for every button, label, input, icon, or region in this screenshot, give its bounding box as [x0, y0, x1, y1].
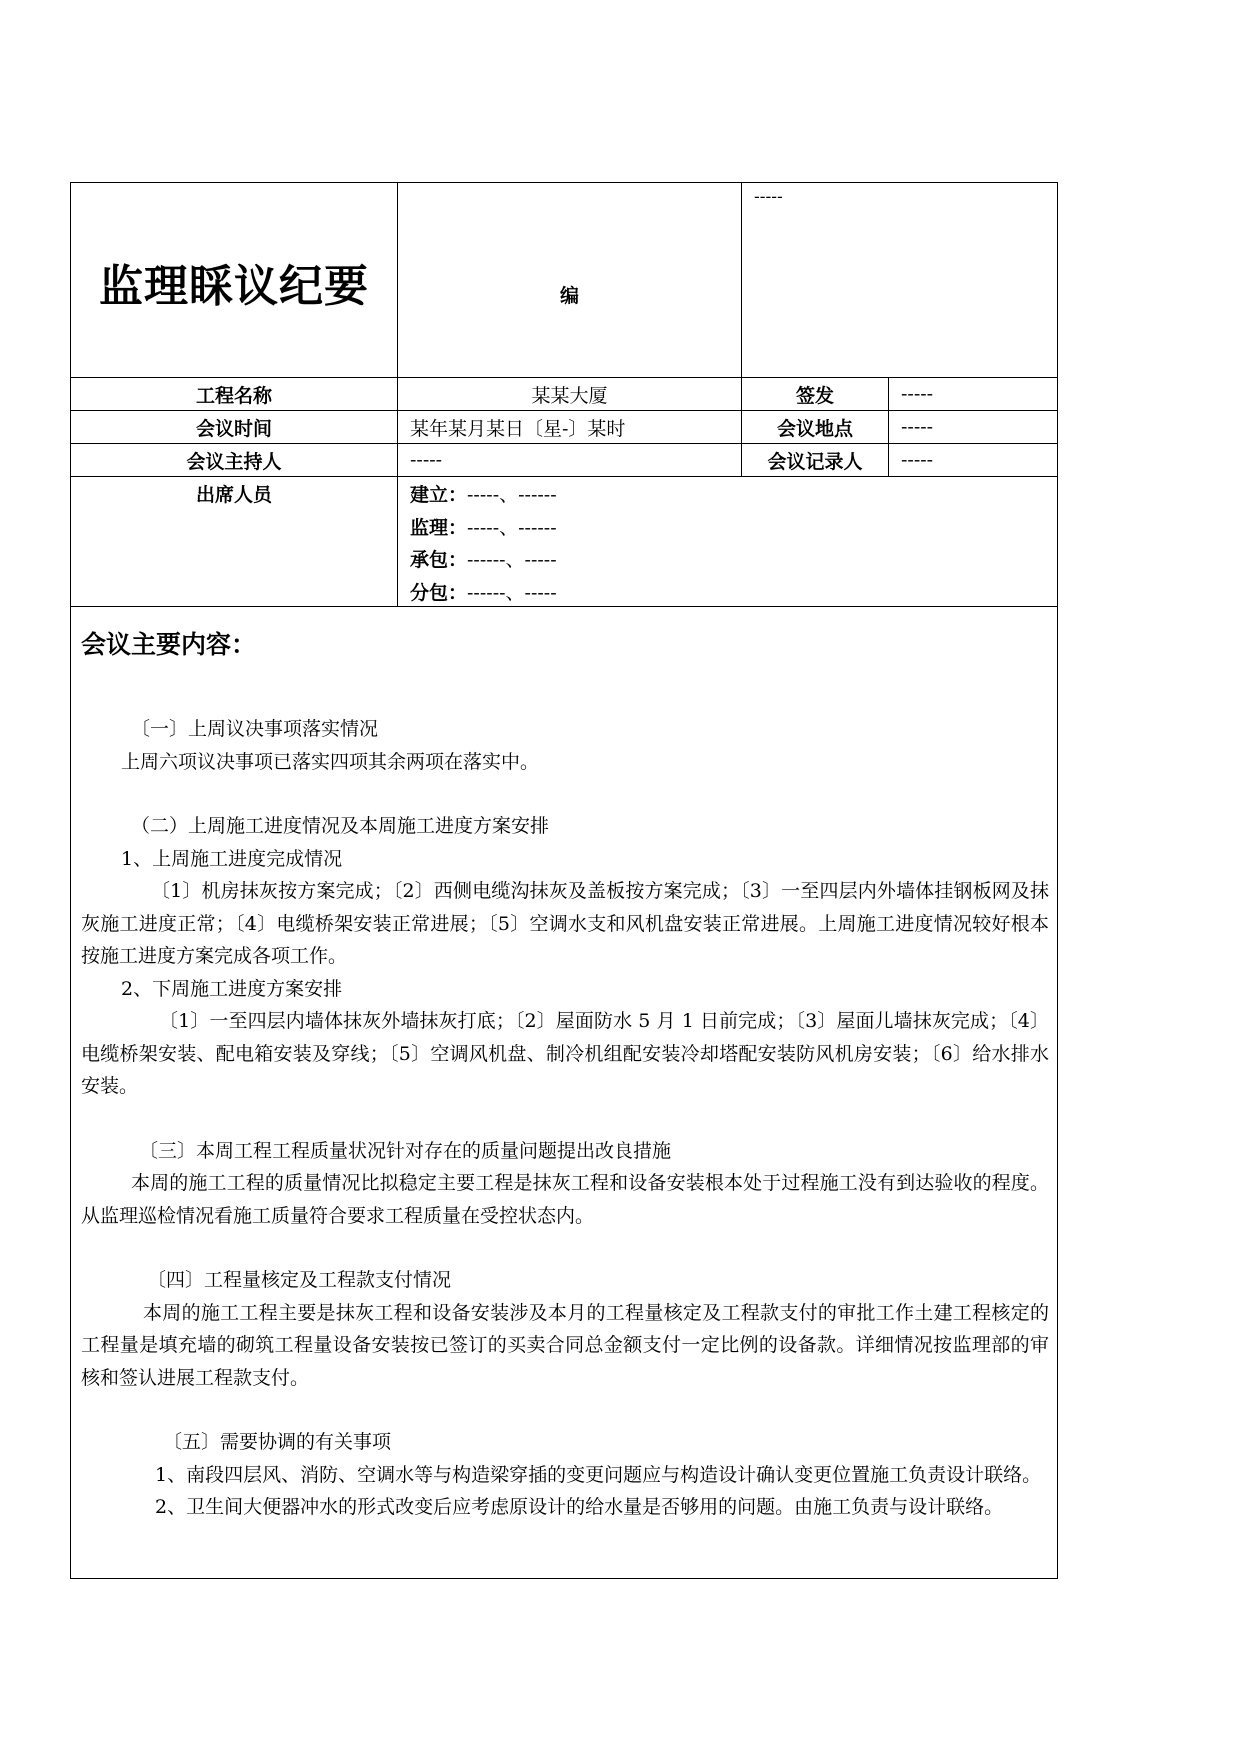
content-heading: 会议主要内容：	[81, 630, 257, 659]
section-1-text: 上周六项议决事项已落实四项其余两项在落实中。	[121, 750, 540, 773]
document-title: 监理睬议纪要	[99, 261, 369, 312]
attendees-row	[71, 477, 1057, 607]
section-4-title: 〔四〕工程量核定及工程款支付情况	[147, 1269, 452, 1291]
info-row-host	[71, 444, 1057, 477]
section-2-title: （二）上周施工进度情况及本周施工进度方案安排	[131, 815, 550, 837]
section-1-title: 〔一〕上周议决事项落实情况	[131, 718, 379, 740]
attendee-line-supervisor: 监理：-----、------	[410, 516, 557, 539]
attendees-label: 出席人员	[71, 477, 398, 606]
attendees-list	[398, 477, 1057, 606]
info-row-time	[71, 411, 1057, 444]
section-3-title: 〔三〕本周工程工程质量状况针对存在的质量问题提出改良措施	[139, 1139, 672, 1162]
section-5-item-2: 2、卫生间大便器冲水的形式改变后应考虑原设计的给水量是否够用的问题。由施工负责与设计联络。	[155, 1496, 1004, 1518]
section-5-item-1: 1、南段四层风、消防、空调水等与构造梁穿插的变更问题应与构造设计确认变更位置施工负责设计联络。	[155, 1463, 1042, 1486]
section-3-text: 本周的施工工程的质量情况比拟稳定主要工程是抹灰工程和设备安装根本处于过程施工没有到达验收的程度。从监理巡检情况看施工质量符合要求工程质量在受控状态内。	[81, 1172, 1049, 1227]
meeting-recorder-value: -----	[901, 449, 934, 471]
issue-value: -----	[901, 383, 934, 405]
attendee-line-client: 建立：-----、------	[410, 484, 557, 506]
section-2-sub2-text: 〔1〕一至四层内墙体抹灰外墙抹灰打底；〔2〕屋面防水 5 月 1 日前完成；〔3〕屋面儿墙抹灰完成；〔4〕电缆桥架安装、配电箱安装及穿线；〔5〕空调风机盘、制冷机组配安装冷却塔配安装防风机房安装；〔6〕给水排水安装。	[81, 1010, 1049, 1097]
meeting-recorder-label: 会议记录人	[742, 444, 889, 476]
issue-label: 签发	[742, 378, 889, 410]
title-cell	[71, 183, 398, 377]
meeting-host-label: 会议主持人	[71, 444, 398, 476]
info-row-project	[71, 378, 1057, 411]
meeting-place-value: -----	[901, 416, 934, 438]
meeting-minutes-form	[70, 182, 1058, 1579]
header-row	[71, 183, 1057, 378]
section-2-sub1-title: 1、上周施工进度完成情况	[121, 847, 343, 870]
attendee-line-contractor: 承包：------、-----	[410, 549, 557, 571]
section-5-title: 〔五〕需要协调的有关事项	[163, 1431, 392, 1453]
project-name-value: 某某大厦	[398, 378, 742, 410]
attendee-line-subcontractor: 分包：------、-----	[410, 581, 557, 604]
section-2-sub2-title: 2、下周施工进度方案安排	[121, 977, 343, 1000]
number-cell	[742, 183, 1057, 377]
document-number: -----	[754, 187, 783, 207]
edit-label: 编	[559, 284, 579, 307]
project-name-label: 工程名称	[71, 378, 398, 410]
edit-cell	[398, 183, 742, 377]
section-2-sub1-text: 〔1〕机房抹灰按方案完成；〔2〕西侧电缆沟抹灰及盖板按方案完成；〔3〕一至四层内外墙体挂钢板网及抹灰施工进度正常；〔4〕电缆桥架安装正常进展；〔5〕空调水支和风机盘安装正常进展。上周施工进度情况较好根本按施工进度方案完成各项工作。	[81, 880, 1049, 967]
meeting-host-value: -----	[398, 444, 742, 476]
meeting-time-value: 某年某月某日〔星-〕某时	[398, 411, 742, 443]
meeting-place-label: 会议地点	[742, 411, 889, 443]
meeting-content	[71, 607, 1057, 1578]
section-4-text: 本周的施工工程主要是抹灰工程和设备安装涉及本月的工程量核定及工程款支付的审批工作土建工程核定的工程量是填充墙的砌筑工程量设备安装按已签订的买卖合同总金额支付一定比例的设备款。详细情况按监理部的审核和签认进展工程款支付。	[81, 1301, 1049, 1389]
meeting-time-label: 会议时间	[71, 411, 398, 443]
